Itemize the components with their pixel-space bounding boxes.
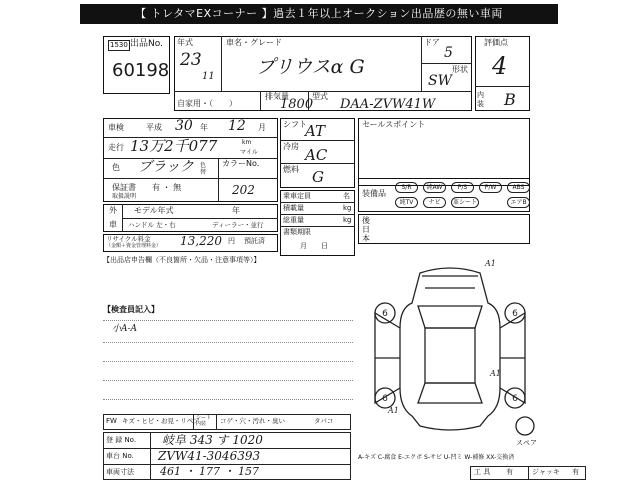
- color-code-label: カラーNo.: [222, 159, 260, 168]
- color-change-label: 色替: [200, 162, 207, 176]
- model-value: DAA-ZVW41W: [340, 97, 436, 112]
- year-label: 年式: [177, 38, 193, 47]
- warranty-label: 保証書: [112, 183, 136, 192]
- door-value: 5: [444, 45, 453, 61]
- year-value: 23: [180, 50, 202, 70]
- year-unit: 年: [200, 123, 208, 132]
- color-value: ブラック: [138, 159, 194, 175]
- damage-legend: A-キズ C-腐食 E-エクボ S-サビ U-凹ミ W-補修 XX-交換済: [358, 454, 515, 461]
- mileage-unit-mile: マイル: [240, 149, 258, 156]
- weight-label: 総重量: [283, 216, 304, 224]
- model-label: 型式: [312, 92, 328, 101]
- interior-label: 内装: [477, 91, 484, 108]
- fuel-value: G: [312, 168, 324, 186]
- import-handle-label: 車: [109, 220, 117, 229]
- mileage-label: 走行: [108, 143, 124, 152]
- doc-unit: 月 日: [300, 242, 328, 250]
- import-model-year-label: モデル年式: [134, 206, 174, 215]
- tools-label: 工 具: [474, 468, 491, 476]
- weight-unit: kg: [343, 216, 352, 224]
- grade-label: 車名・グレード: [226, 38, 282, 47]
- vin-value: ZVW41-3046393: [158, 449, 261, 463]
- color-code-value: 202: [232, 183, 255, 197]
- shape-value: SW: [428, 73, 452, 89]
- plate-label: 登 録 No.: [106, 436, 137, 444]
- mark-rear-left: A1: [388, 406, 399, 415]
- equip-abs: ABS: [507, 182, 530, 193]
- recycle-status: 預託済: [244, 237, 265, 245]
- dim-value: 461 ・ 177 ・ 157: [160, 465, 259, 478]
- mark-wheel-fl: 6: [382, 309, 388, 319]
- back-label: 後: [362, 216, 370, 225]
- back3-label: 本: [362, 234, 370, 243]
- mark-wheel-rl: 6: [382, 394, 388, 404]
- jack-value: 有: [572, 468, 579, 476]
- grade-value: プリウスα G: [256, 56, 365, 78]
- score-value: 4: [492, 52, 508, 80]
- load-unit: kg: [343, 204, 352, 212]
- back-box: [358, 214, 530, 244]
- equip-tv: 純TV: [395, 197, 418, 208]
- equip-pw: P/W: [479, 182, 502, 193]
- fuel-label: 燃料: [283, 165, 299, 174]
- shift-label: シフト: [283, 120, 307, 129]
- recycle-unit: 円: [228, 237, 235, 245]
- header-banner: 【 トレタマEXコーナー 】過去１年以上オークション出品歴の無い車両: [80, 4, 558, 24]
- lot-stamp: 1530: [110, 41, 128, 49]
- manual-label: 取扱説明: [112, 193, 137, 200]
- options-seat: シート内装: [196, 415, 212, 427]
- equip-airbag: エアB: [507, 197, 530, 208]
- tools-value: 有: [506, 468, 513, 476]
- color-label: 色: [112, 163, 120, 172]
- use-label: 自家用・（ ）: [177, 99, 237, 108]
- warranty-options: 有 ・ 無: [152, 183, 182, 192]
- mileage-unit-km: km: [242, 139, 252, 146]
- plate-value: 岐阜 343 す 1020: [162, 433, 263, 447]
- month-value: 11: [202, 71, 215, 82]
- options-items: キズ・ヒビ・お見・リペア: [122, 417, 200, 425]
- month-unit: 月: [258, 123, 266, 132]
- options-fw: FW: [106, 417, 117, 425]
- inspection-month: 12: [228, 118, 246, 134]
- equip-navi: ナビ: [423, 197, 446, 208]
- capacity-unit: 名: [343, 192, 350, 200]
- import-handle-options: ハンドル 左・右: [128, 221, 176, 229]
- import-label: 外: [109, 206, 117, 215]
- shape-label: 形状: [452, 65, 468, 74]
- car-damage-diagram: [350, 258, 550, 438]
- vin-label: 車台 No.: [106, 452, 134, 460]
- interior-value: B: [504, 90, 516, 109]
- equip-aw: 純AW: [423, 182, 446, 193]
- ac-value: AC: [305, 146, 328, 164]
- lot-label: 出品No.: [130, 39, 163, 49]
- load-label: 積載量: [283, 204, 304, 212]
- recycle-value: 13,220: [180, 234, 222, 248]
- jack-label: ジャッキ: [532, 468, 560, 476]
- inspector-label: 【検査員記入】: [103, 305, 159, 314]
- mark-wheel-rr: 6: [512, 394, 518, 404]
- ac-label: 冷房: [283, 142, 299, 151]
- lot-number: 60198: [112, 60, 170, 81]
- import-year-unit: 年: [232, 206, 240, 215]
- doc-label: 書類期限: [283, 228, 311, 236]
- options-koge: コゲ・穴・汚れ・臭い: [220, 417, 285, 425]
- inspection-year: 30: [175, 118, 193, 134]
- import-dealer-label: ディーラー・並行: [212, 221, 264, 229]
- equip-leather: 革シート: [452, 199, 477, 206]
- score-label: 評価点: [484, 38, 508, 47]
- notice-label: 【出品店申告欄（不良箇所・欠品・注意事項等）】: [103, 256, 261, 264]
- mark-rear-right: A1: [490, 369, 501, 378]
- inspector-note: 小A-A: [112, 324, 138, 334]
- dim-label: 車両寸法: [106, 468, 134, 476]
- equip-ps: P/S: [451, 182, 474, 193]
- options-tabako: タバコ: [314, 417, 334, 425]
- recycle-label: リサイクル料金: [106, 235, 151, 243]
- inspection-label: 車検: [108, 123, 124, 132]
- equipment-label: 装備品: [362, 189, 386, 198]
- mark-front: A1: [485, 259, 496, 268]
- equip-sr: S/R: [395, 182, 418, 193]
- inspection-era: 平成: [146, 123, 162, 132]
- displacement-label: 排気量: [265, 92, 289, 101]
- sales-point-label: セールスポイント: [362, 120, 426, 129]
- displacement-value: 1800: [280, 97, 314, 112]
- spare-label: スペア: [516, 439, 537, 447]
- mark-wheel-fr: 6: [512, 309, 518, 319]
- back2-label: 日: [362, 225, 370, 234]
- mileage-value: 13万2千077: [130, 137, 218, 155]
- shift-value: AT: [305, 122, 326, 140]
- recycle-sublabel: （金額＋資金管理料金）: [106, 243, 162, 249]
- door-label: ドア: [424, 38, 440, 47]
- capacity-label: 乗車定員: [283, 192, 311, 200]
